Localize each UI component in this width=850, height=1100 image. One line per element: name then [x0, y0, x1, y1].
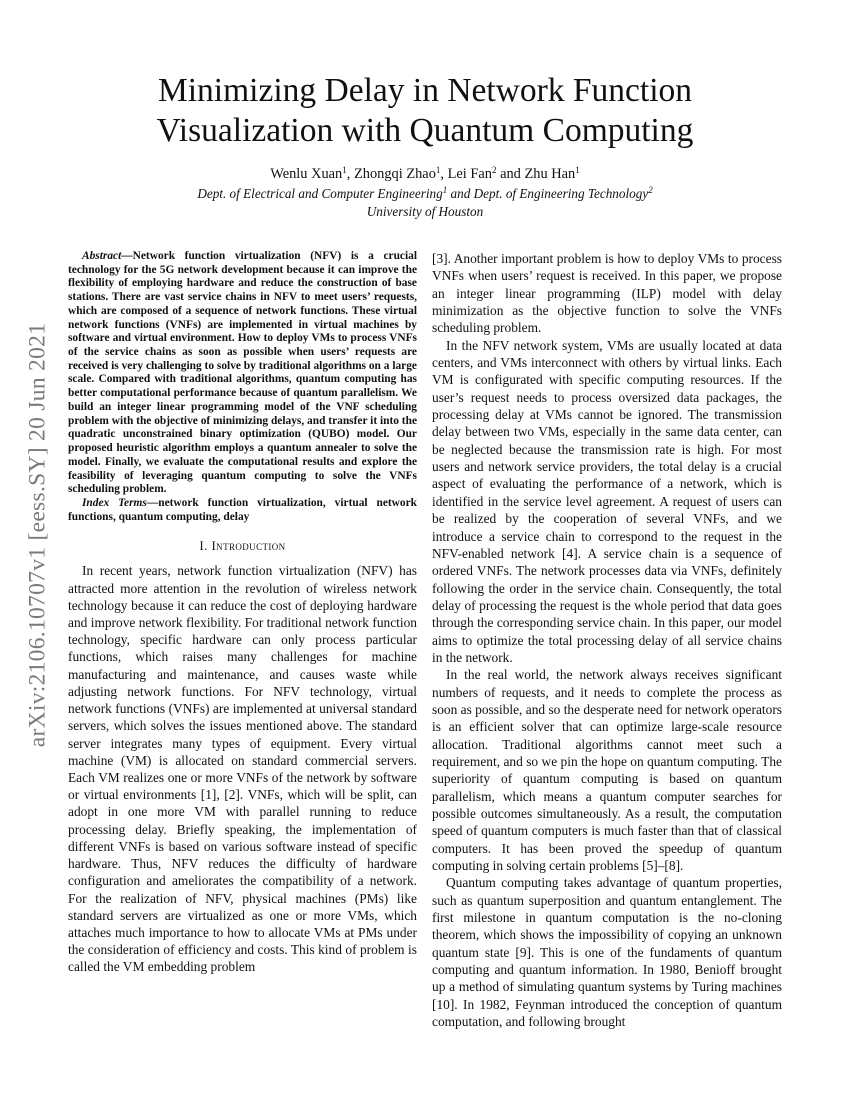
abstract-text: —Network function virtualization (NFV) is a crucial technology for the 5G network development because it can improve the flexibility of employing hardware and reduce the construction of base stations. There are vast service chains in NFV to meet users’ requests, which are composed of a sequence of network functions. These virtual network functions (VNFs) are implemented in virtual machines by software and virtual environment. How to deploy VMs to process VNFs of the service chains as soon as possible when users’ requests are received is very challenging to solve by traditional algorithms on a large scale. Compared with traditional algorithms, quantum computing has better computational performance because of quantum parallelism. We build an integer linear programming model of the VNF scheduling problem with the objective of minimizing delays, and transfer it into the quadratic unconstrained binary optimization (QUBO) model. Our proposed heuristic algorithm employs a quantum annealer to solve the model. Finally, we evaluate the computational results and explore the feasibility of leveraging quantum computing to solve the VNFs scheduling problem.: [68, 250, 417, 496]
affiliation-dept-1: Dept. of Electrical and Computer Engineering: [197, 186, 443, 201]
affiliation-mark-1: 1: [442, 185, 448, 195]
paragraph-intro-2: In the NFV network system, VMs are usually located at data centers, and VMs interconnect with others by virtual links. Each VM is configurated with specific computing resources. If the user’s request needs to process oversized data packages, the processing delay at VMs cannot be ignored. The transmission delay between two VMs, especially in the same data center, can be neglected because the transmission rate is high. For most users and network service providers, the total delay is a crucial aspect of evaluating the performance of a network, which is identified in the service level agreement. A request of users can be realized by the cooperation of several VNFs, and we introduce a service chain to correspond to the request in the NFV-enabled network [4]. A service chain is a sequence of ordered VNFs. The network processes data via VNFs, definitely following the order in the service chain. Consequently, the total delay of processing the request is the whole period that data goes through the corresponding service chain. In this paper, our model aims to optimize the total processing delay of all service chains in the network.: [432, 337, 782, 665]
section-heading-introduction: I. Introduction: [199, 538, 286, 554]
paragraph-intro-4: Quantum computing takes advantage of quantum properties, such as quantum superposition and quantum entanglement. The first milestone in quantum computation is the no-cloning theorem, which shows the impossibility of copying an unknown quantum state [9]. This is one of the fundaments of quantum computing and quantum information. In 1980, Benioff brought up a method of simulating quantum systems by Turing machines [10]. In 1982, Feynman introduced the conception of quantum computation, and following brought: [432, 875, 782, 1030]
author-name: Zhu Han: [524, 166, 576, 182]
author-separator: ,: [440, 166, 448, 182]
author-name: Zhongqi Zhao: [353, 166, 436, 182]
paper-title: [0, 71, 850, 151]
affiliation-dept-2: and Dept. of Engineering Technology: [447, 186, 649, 201]
arxiv-stamp: [18, 120, 58, 950]
index-terms-label: Index Terms: [82, 496, 147, 509]
index-terms-text: —network function virtualization, virtual network functions, quantum computing, delay: [68, 496, 417, 523]
affiliation-university: University of Houston: [366, 204, 484, 219]
arxiv-identifier: arXiv:2106.10707v1 [eess.SY] 20 Jun 2021: [24, 322, 51, 748]
right-column: [432, 250, 782, 1030]
author-affiliation-mark: 1: [342, 165, 347, 175]
title-line-1: Minimizing Delay in Network Function: [157, 72, 693, 109]
abstract-label: Abstract: [82, 250, 122, 262]
index-terms: [68, 497, 417, 524]
paragraph-intro-1: In recent years, network function virtualization (NFV) has attracted more attention in the revolution of wireless network technology because it can reduce the cost of deploying hardware and improve network flexibility. For traditional network function technology, specific hardware can only process particular functions, which raises many challenges for machine manufacturing and maintenance, and causes waste while adjusting network functions. For NFV technology, virtual network functions (VNFs) are implemented at universal standard servers, which solves the issues mentioned above. The standard server integrates many types of equipment. Every virtual machine (VM) is allocated on standard commercial servers. Each VM realizes one or more VNFs of the network by software or virtual environments [1], [2]. VNFs, which will be split, can adopt in one more VM with parallel running to reduce processing delay. Briefly speaking, the implementation of different VNFs is based on various software instead of specific hardware. Thus, NFV reduces the difficulty of hardware configuration and ameliorates the compatibility of a network. For the realization of NFV, physical machines (PMs) like standard servers are virtualized as one or more VMs, which attaches much importance to how to allocate VMs at PMs under the consideration of efficiency and costs. This kind of problem is called the VM embedding problem: [68, 563, 417, 975]
paragraph-intro-1-continued: [3]. Another important problem is how to deploy VMs to process VNFs when users’ request is received. In this paper, we propose an integer linear programming (ILP) model with delay minimization as the objective function to solve the VNFs scheduling problem.: [432, 251, 782, 336]
abstract: [68, 250, 417, 497]
author-separator: and: [496, 166, 525, 182]
paragraph-intro-3: In the real world, the network always receives significant numbers of requests, and it needs to complete the process as soon as possible, and so the desperate need for network operators is an efficient solver that can optimize large-scale resource allocation. Traditional algorithms cannot meet such a requirement, and so we pin the hope on quantum computing. The superiority of quantum computing is based on quantum parallelism, which means a quantum computer searches for possible outcomes simultaneously. As a result, the computation speed of quantum computers is much faster than that of classical computers. It has been proved the speedup of quantum computing in solving certain problems [5]–[8].: [432, 667, 782, 874]
author-name: Wenlu Xuan: [270, 166, 343, 182]
author-affiliation-mark: 2: [491, 165, 497, 175]
title-line-2: Visualization with Quantum Computing: [156, 112, 694, 149]
affiliation-departments: [0, 185, 850, 202]
author-name: Lei Fan: [447, 166, 492, 182]
author-list: [0, 165, 850, 183]
author-affiliation-mark: 1: [575, 165, 580, 175]
author-separator: ,: [346, 166, 354, 182]
author-affiliation-mark: 1: [435, 165, 441, 175]
affiliation-mark-2: 2: [648, 185, 653, 195]
left-column: [68, 250, 417, 976]
